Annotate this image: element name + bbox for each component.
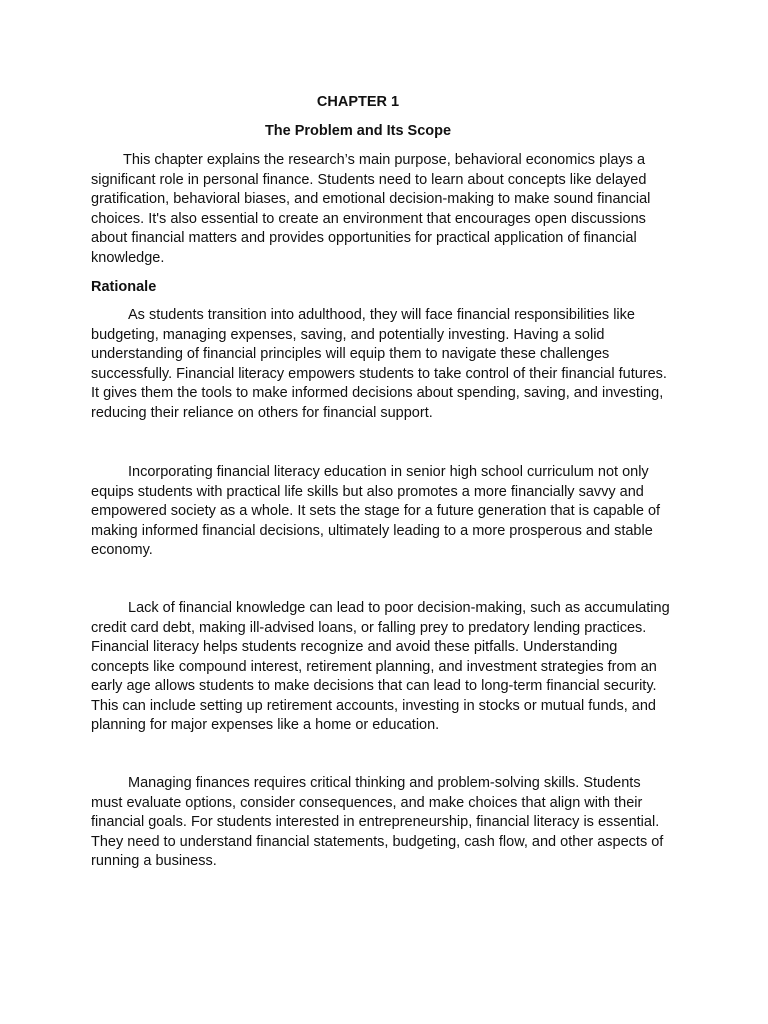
rationale-paragraph-1: As students transition into adulthood, they will face financial responsibilities like budgeting, managing expenses, saving, and potentially investing. Having a solid understanding of financial principles will equip them to navigate these challenges successfully. Financial literacy empowers students to take control of their financial futures. It gives them the tools to make informed decisions about spending, saving, and investing, reducing their reliance on others for financial support.: [91, 307, 667, 421]
chapter-number: CHAPTER 1: [316, 94, 400, 110]
rationale-heading: Rationale: [91, 279, 157, 295]
rationale-paragraph-2: Incorporating financial literacy education in senior high school curriculum not only equips students with practical life skills but also promotes a more financially savvy and empowered society as a whole. It sets the stage for a future generation that is capable of making informed financial decisions, ultimately leading to a more prosperous and stable economy.: [91, 464, 661, 558]
rationale-paragraph-4: Managing finances requires critical thinking and problem-solving skills. Students must evaluate options, consider consequences, and make choices that align with their financial goals. For students interested in entrepreneurship, financial literacy is essential. They need to understand financial statements, budgeting, cash flow, and other aspects of running a business.: [91, 775, 664, 869]
chapter-title: The Problem and Its Scope: [264, 123, 452, 139]
rationale-paragraph-3: Lack of financial knowledge can lead to poor decision-making, such as accumulating credit card debt, making ill-advised loans, or falling prey to predatory lending practices. Financial literacy helps students recognize and avoid these pitfalls. Understanding concepts like compound interest, retirement planning, and investment strategies from an early age allows students to make decisions that can lead to long-term financial security. This can include setting up retirement accounts, investing in stocks or mutual funds, and planning for major expenses like a home or education.: [91, 600, 670, 733]
intro-paragraph: This chapter explains the research’s main purpose, behavioral economics plays a significant role in personal finance. Students need to learn about concepts like delayed gratification, behavioral biases, and emotional decision-making to make sound financial choices. It's also essential to create an environment that encourages open discussions about financial matters and provides opportunities for practical application of financial knowledge.: [91, 152, 651, 266]
